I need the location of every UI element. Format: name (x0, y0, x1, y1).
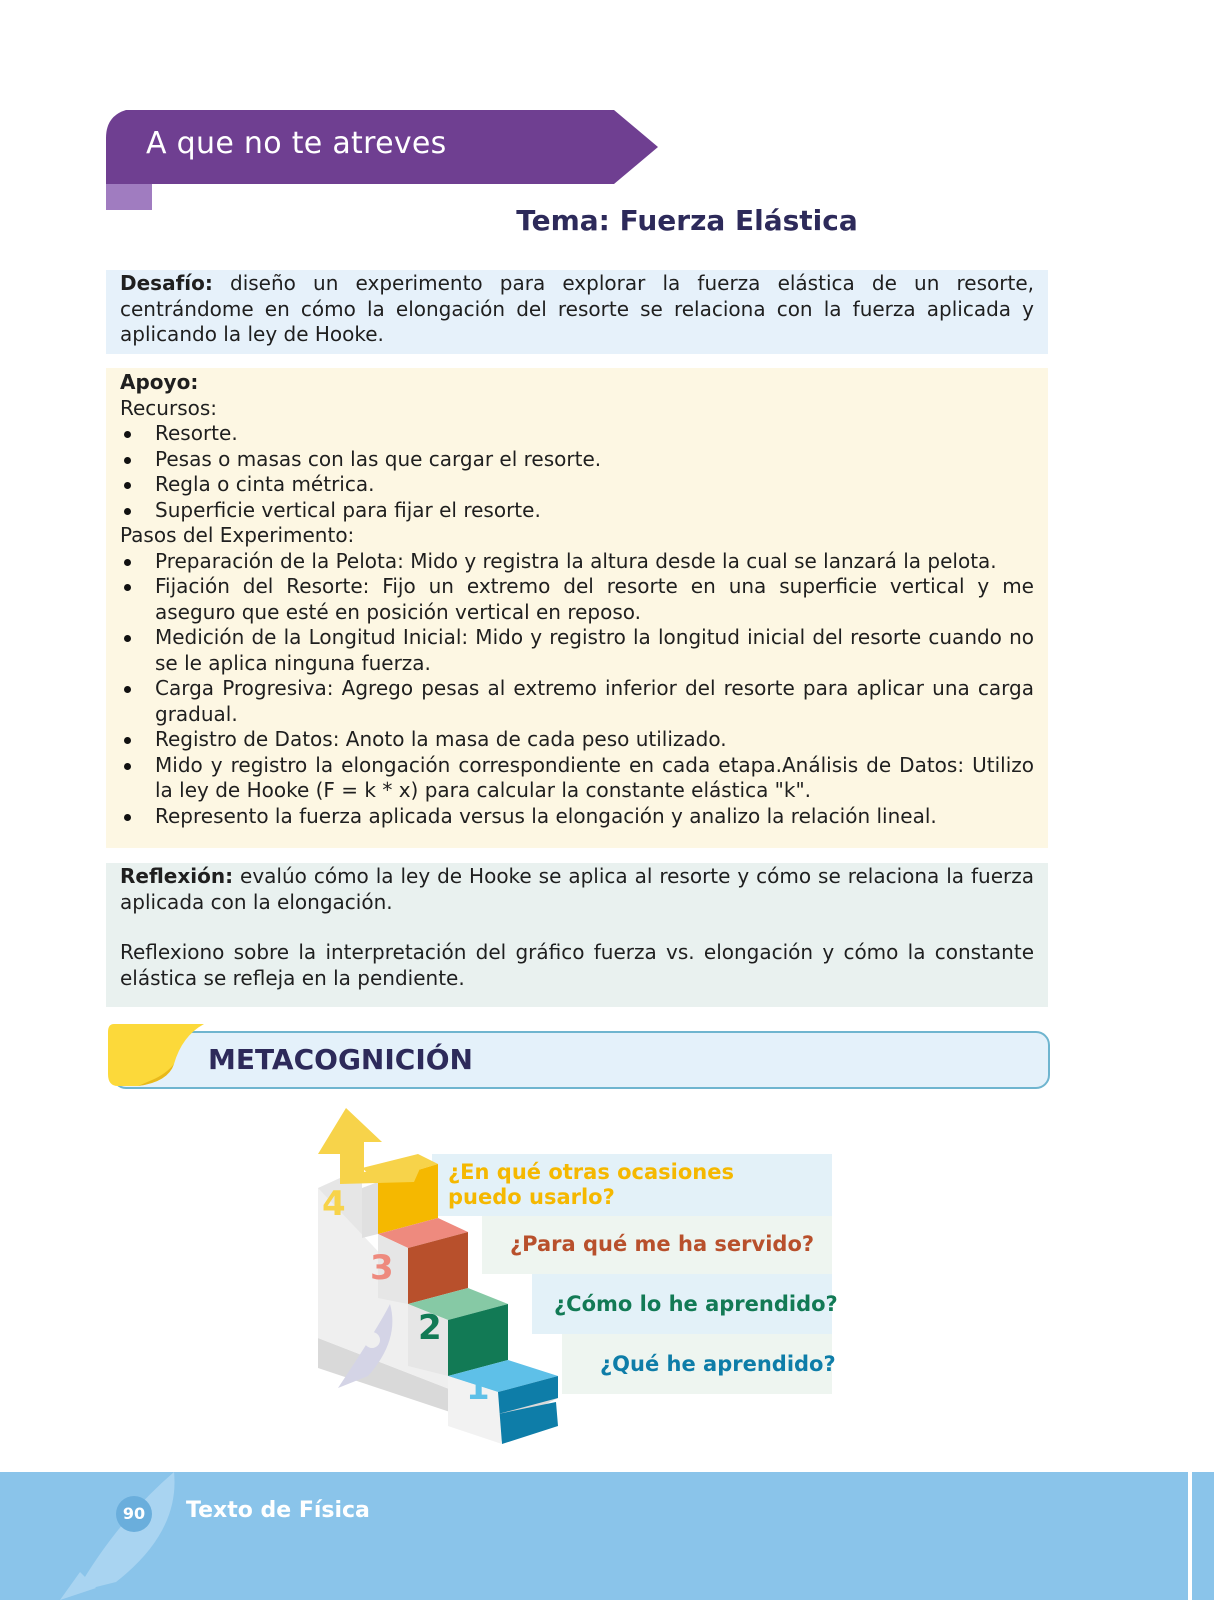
list-item: Regla o cinta métrica. (120, 472, 1034, 498)
footer-edge-strip (1188, 1472, 1192, 1600)
page-number: 90 (122, 1504, 146, 1523)
steps-list (120, 549, 1034, 830)
resources-heading: Recursos: (120, 395, 218, 420)
list-item: Mido y registro la elongación correspondiente en cada etapa.Análisis de Datos: Utilizo la ley de Hooke (F = k * x) para calcular la constante elástica "k". (120, 753, 1034, 804)
rocket-icon (56, 1472, 186, 1600)
yellow-tab-icon (108, 1024, 208, 1088)
list-item: Fijación del Resorte: Fijo un extremo del resorte en una superficie vertical y me aseguro que esté en posición vertical en reposo. (120, 574, 1034, 625)
section-title: A que no te atreves (146, 126, 447, 161)
question-2: ¿Cómo lo he aprendido? (554, 1292, 838, 1316)
list-item: Medición de la Longitud Inicial: Mido y registro la longitud inicial del resorte cuando no se le aplica ninguna fuerza. (120, 625, 1034, 676)
section-ribbon (106, 110, 672, 214)
reflection-paragraph-1 (120, 864, 1034, 915)
resources-list (120, 421, 1034, 523)
support-label: Apoyo: (120, 370, 199, 394)
step-number-3: 3 (370, 1248, 394, 1288)
metacognition-title: METACOGNICIÓN (208, 1043, 473, 1076)
reflection-text-2: Reflexiono sobre la interpretación del gráfico fuerza vs. elongación y cómo la constante elástica se refleja en la pendiente. (120, 940, 1034, 990)
list-item: Superficie vertical para fijar el resorte. (120, 498, 1034, 524)
list-item: Carga Progresiva: Agrego pesas al extremo inferior del resorte para aplicar una carga gradual. (120, 676, 1034, 727)
list-item: Represento la fuerza aplicada versus la elongación y analizo la relación lineal. (120, 804, 1034, 830)
step-number-4: 4 (322, 1184, 346, 1224)
support-box (106, 368, 1048, 848)
challenge-text: diseño un experimento para explorar la fuerza elástica de un resorte, centrándome en cómo la elongación del resorte se relaciona con la fuerza aplicada y aplicando la ley de Hooke. (120, 271, 1034, 346)
question-3: ¿Para qué me ha servido? (510, 1232, 815, 1256)
topic-title: Tema: Fuerza Elástica (516, 204, 858, 237)
book-title: Texto de Física (186, 1498, 370, 1523)
challenge-box (106, 270, 1048, 354)
question-1: ¿Qué he aprendido? (600, 1352, 836, 1376)
step-number-2: 2 (418, 1308, 442, 1348)
list-item: Preparación de la Pelota: Mido y registra la altura desde la cual se lanzará la pelota. (120, 549, 1034, 575)
reflection-box (106, 863, 1048, 1007)
reflection-text-1: evalúo cómo la ley de Hooke se aplica al resorte y cómo se relaciona la fuerza aplicada con la elongación. (120, 864, 1034, 914)
list-item: Registro de Datos: Anoto la masa de cada peso utilizado. (120, 727, 1034, 753)
challenge-label: Desafío: (120, 271, 213, 295)
list-item: Pesas o masas con las que cargar el resorte. (120, 447, 1034, 473)
steps-heading: Pasos del Experimento: (120, 523, 355, 547)
reflection-label: Reflexión: (120, 864, 234, 888)
question-4: ¿En qué otras ocasiones puedo usarlo? (448, 1160, 734, 1209)
step-number-1: 1 (466, 1368, 490, 1408)
list-item: Resorte. (120, 421, 1034, 447)
page-footer (0, 1472, 1214, 1600)
metacognition-stairs (318, 1108, 858, 1448)
